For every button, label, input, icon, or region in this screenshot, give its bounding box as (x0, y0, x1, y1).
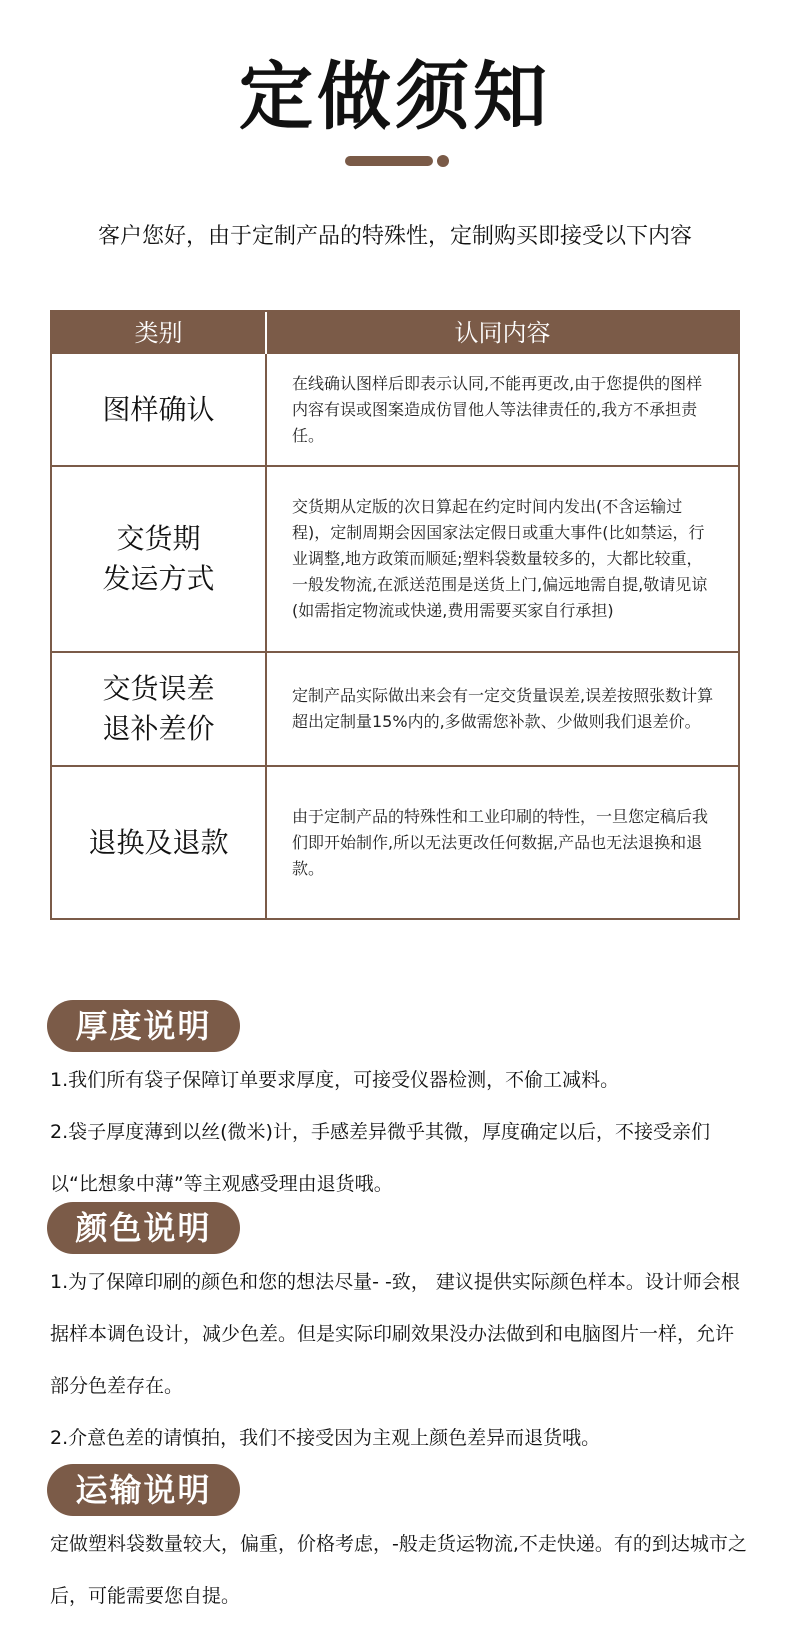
row-content: 定制产品实际做出来会有一定交货量误差,误差按照张数计算超出定制量15%内的,多做需您补款、少做则我们退差价。 (292, 686, 714, 731)
row-category: 交货期 发运方式 (102, 522, 215, 595)
terms-table (50, 310, 740, 920)
section-paragraph: 2.介意色差的请慎拍，我们不接受因为主观上颜色差异而退货哦。 (50, 1427, 601, 1449)
section-title-shipping: 运输说明 (47, 1464, 240, 1516)
section-title-color: 颜色说明 (47, 1202, 240, 1254)
page-title: 定做须知 (239, 54, 551, 140)
section-title-thickness: 厚度说明 (47, 1000, 240, 1052)
section-paragraph: 1.为了保障印刷的颜色和您的想法尽量- -致， 建议提供实际颜色样本。设计师会根据样本调色设计，减少色差。但是实际印刷效果没办法做到和电脑图片一样，允许部分色差存在。 (50, 1271, 740, 1397)
table-row (52, 653, 738, 765)
title-underline (345, 156, 433, 166)
row-content: 交货期从定版的次日算起在约定时间内发出(不含运输过程)，定制周期会因国家法定假日或重大事件(比如禁运，行业调整,地方政策而顺延;塑料袋数量较多的，大都比较重，一般发物流,在派送范围是送货上门,偏远地需自提,敬请见谅(如需指定物流或快递,费用需要买家自行承担) (292, 497, 708, 620)
row-content: 在线确认图样后即表示认同,不能再更改,由于您提供的图样内容有误或图案造成仿冒他人等法律责任的,我方不承担责任。 (292, 373, 703, 445)
row-category: 退换及退款 (88, 825, 229, 859)
table-row (52, 767, 738, 918)
row-content: 由于定制产品的特殊性和工业印刷的特性，一旦您定稿后我们即开始制作,所以无法更改任何数据,产品也无法退换和退款。 (292, 806, 709, 878)
row-category: 交货误差 退补差价 (102, 672, 215, 745)
title-underline-dot (437, 155, 449, 167)
table-row (52, 354, 738, 465)
table-header (52, 312, 738, 354)
section-paragraph: 2.袋子厚度薄到以丝(微米)计，手感差异微乎其微，厚度确定以后，不接受亲们以“比想象中薄”等主观感受理由退货哦。 (50, 1121, 710, 1195)
table-row (52, 467, 738, 651)
header-content: 认同内容 (454, 319, 551, 347)
section-paragraph: 1.我们所有袋子保障订单要求厚度，可接受仪器检测，不偷工减料。 (50, 1069, 620, 1091)
section-paragraph: 定做塑料袋数量较大，偏重，价格考虑，-般走货运物流,不走快递。有的到达城市之后，可能需要您自提。 (50, 1533, 747, 1607)
intro-text: 客户您好，由于定制产品的特殊性，定制购买即接受以下内容 (97, 224, 692, 249)
header-category: 类别 (134, 319, 183, 347)
row-category: 图样确认 (102, 392, 215, 426)
